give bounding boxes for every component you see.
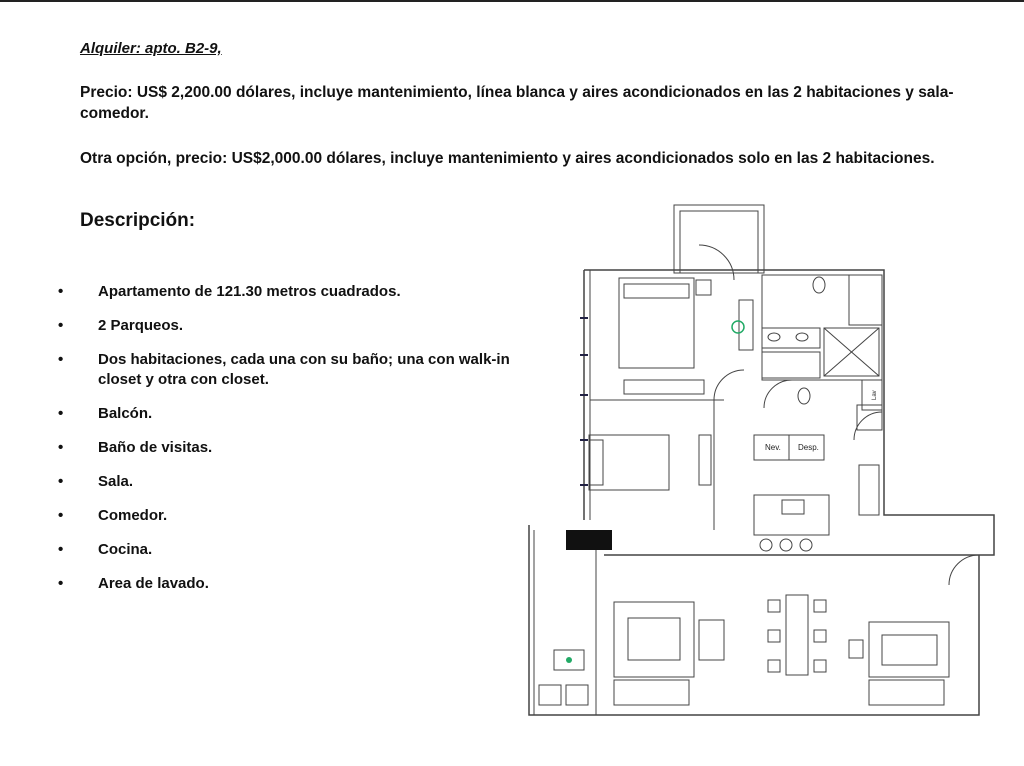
bullet-icon: •	[58, 541, 64, 558]
sofa-left	[614, 602, 694, 677]
bedroom-1-closet	[624, 380, 704, 394]
bedroom-2-pillows	[589, 440, 603, 485]
chair-icon	[732, 321, 744, 333]
list-item	[58, 404, 518, 424]
sink-2	[796, 333, 808, 341]
laundry-label: Lav	[872, 390, 878, 400]
bullet-icon: •	[58, 283, 64, 300]
kitchen-sink	[782, 500, 804, 514]
vanity	[762, 328, 820, 348]
bullet-icon: •	[58, 351, 64, 368]
listing-title: Alquiler: apto. B2-9,	[80, 40, 222, 57]
balcony-chair-1	[539, 685, 561, 705]
sofa-bottom	[614, 680, 689, 705]
description-heading: Descripción:	[80, 210, 196, 231]
list-item	[58, 540, 518, 560]
list-item	[58, 350, 518, 390]
chair-3	[768, 660, 780, 672]
feature-text: Cocina.	[98, 541, 153, 558]
ottoman-right	[849, 640, 863, 658]
bullet-icon: •	[58, 317, 64, 334]
feature-list	[58, 282, 518, 608]
chair-4	[814, 600, 826, 612]
coffee-table-left	[628, 618, 680, 660]
top-border	[0, 0, 1024, 2]
sofa-right-bottom	[869, 680, 944, 705]
bedroom-1-pillows	[624, 284, 689, 298]
bedroom-1-door	[699, 245, 734, 280]
list-item	[58, 472, 518, 492]
sink-1	[768, 333, 780, 341]
floor-plan	[524, 200, 999, 720]
bedroom-2-closet	[699, 435, 711, 485]
feature-text: Apartamento de 121.30 metros cuadrados.	[98, 283, 401, 300]
feature-text: Comedor.	[98, 507, 168, 524]
bedroom-2-door	[714, 370, 744, 400]
list-item	[58, 316, 518, 336]
stool-3	[800, 539, 812, 551]
balcony-top	[674, 205, 764, 273]
bedroom-1-bed	[619, 278, 694, 368]
bedroom-2-bed	[589, 435, 669, 490]
stool-2	[780, 539, 792, 551]
tub	[849, 275, 882, 325]
outer-wall-upper	[584, 270, 994, 555]
structural-column	[566, 530, 612, 550]
feature-text: Balcón.	[98, 405, 153, 422]
laundry-door	[854, 412, 882, 440]
stool-1	[760, 539, 772, 551]
dining-table	[786, 595, 808, 675]
fridge-label: Nev.	[765, 443, 781, 452]
balcony-top-inner	[680, 211, 758, 273]
toilet-master	[813, 277, 825, 293]
kitchen-cabinet-right	[859, 465, 879, 515]
bedroom-1-nightstand	[696, 280, 711, 295]
chair-6	[814, 660, 826, 672]
chair-2	[768, 630, 780, 642]
guest-bath-door	[764, 380, 792, 408]
list-item	[58, 282, 518, 302]
feature-text: 2 Parqueos.	[98, 317, 184, 334]
feature-text: Dos habitaciones, cada una con su baño; una con walk-in closet y otra con closet.	[98, 351, 510, 388]
chair-1	[768, 600, 780, 612]
balcony-chair-2	[566, 685, 588, 705]
chair-5	[814, 630, 826, 642]
entry-door	[949, 555, 979, 585]
bullet-icon: •	[58, 473, 64, 490]
feature-text: Baño de visitas.	[98, 439, 213, 456]
list-item	[58, 506, 518, 526]
feature-text: Area de lavado.	[98, 575, 209, 592]
washer	[857, 405, 882, 430]
bullet-icon: •	[58, 439, 64, 456]
armchair-left	[699, 620, 724, 660]
coffee-table-right	[882, 635, 937, 665]
bullet-icon: •	[58, 507, 64, 524]
list-item	[58, 574, 518, 594]
list-item	[58, 438, 518, 458]
price-option-1: Precio: US$ 2,200.00 dólares, incluye mantenimiento, línea blanca y aires acondicionados en las 2 habitaciones y sala-comedor.	[80, 84, 954, 122]
bullet-icon: •	[58, 405, 64, 422]
pantry-label: Desp.	[798, 443, 819, 452]
bedroom-1-desk	[739, 300, 753, 350]
kitchen-island	[754, 495, 829, 535]
toilet-guest	[798, 388, 810, 404]
price-option-2: Otra opción, precio: US$2,000.00 dólares, incluye mantenimiento y aires acondicionados solo en las 2 habitaciones.	[80, 150, 935, 167]
guest-bath	[762, 352, 820, 378]
bullet-icon: •	[58, 575, 64, 592]
feature-text: Sala.	[98, 473, 134, 490]
plant-icon	[566, 657, 572, 663]
